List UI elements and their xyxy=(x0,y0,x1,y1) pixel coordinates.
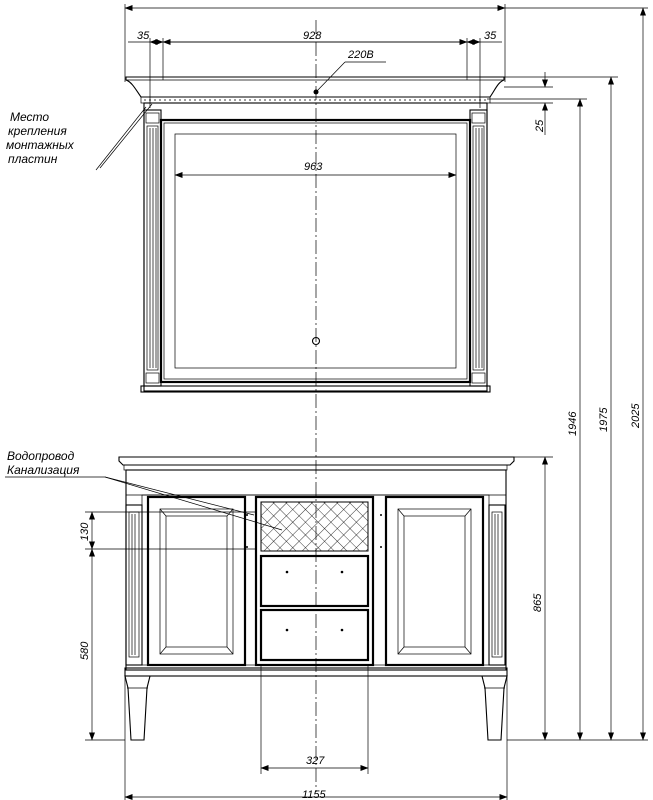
dim-865: 865 xyxy=(532,593,544,612)
dim-928: 928 xyxy=(303,30,322,42)
pipes-note-line2: Канализация xyxy=(7,463,80,477)
mirror-frame xyxy=(144,103,487,391)
power-point xyxy=(314,90,319,95)
dim-130: 130 xyxy=(79,522,91,541)
power-label: 220В xyxy=(348,49,374,61)
right-door xyxy=(386,497,483,665)
dim-1155: 1155 xyxy=(302,789,326,800)
leg-left xyxy=(125,676,150,740)
dim-327: 327 xyxy=(306,755,325,767)
lattice-niche xyxy=(261,502,368,551)
vanity xyxy=(119,457,514,740)
mount-note-line3: монтажных xyxy=(6,138,74,152)
dim-1975: 1975 xyxy=(598,407,610,432)
leg-right xyxy=(482,676,507,740)
pipes-note-line1: Водопровод xyxy=(7,449,75,463)
dim-2025: 2025 xyxy=(630,403,642,428)
dim-1946: 1946 xyxy=(567,411,579,436)
dim-963: 963 xyxy=(304,161,323,173)
mount-note-line4: пластин xyxy=(8,152,58,166)
lower-drawer xyxy=(261,610,368,660)
dim-35-left: 35 xyxy=(137,30,150,42)
mirror-pilaster-left xyxy=(144,110,161,386)
dim-25-group xyxy=(490,72,553,135)
mount-note-line1: Место xyxy=(10,110,50,124)
vanity-pilaster-left xyxy=(126,505,142,665)
vanity-pilaster-right xyxy=(489,505,505,665)
dim-25: 25 xyxy=(534,119,546,132)
top-dimensions xyxy=(125,4,505,108)
mount-note xyxy=(6,104,152,170)
mirror-cabinet xyxy=(126,77,504,392)
pipes-note xyxy=(5,449,282,530)
vanity-countertop xyxy=(119,457,514,465)
mirror-pilaster-right xyxy=(470,110,487,386)
mirror-glass-frame xyxy=(161,120,470,382)
upper-drawer xyxy=(261,556,368,606)
right-dimensions xyxy=(487,8,648,740)
dim-580: 580 xyxy=(79,641,91,660)
dim-35-right: 35 xyxy=(484,30,497,42)
left-dimensions xyxy=(79,512,255,740)
mount-note-line2: крепления xyxy=(8,124,67,138)
left-door xyxy=(148,497,245,665)
